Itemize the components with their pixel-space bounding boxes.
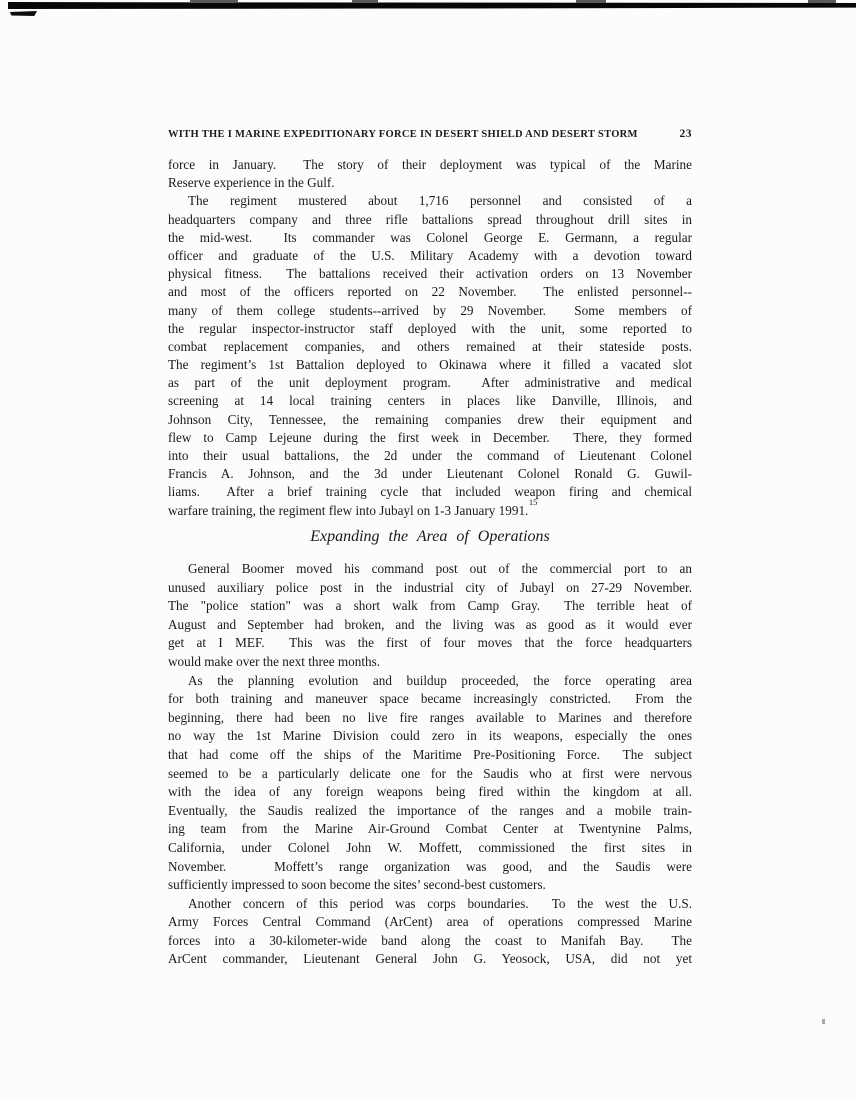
- running-head-title: WITH THE I MARINE EXPEDITIONARY FORCE IN DESERT SHIELD AND DESERT STORM: [168, 129, 638, 140]
- text-line: physical fitness. The battalions received their activation orders on 13 November: [168, 266, 692, 282]
- text-line: forces into a 30-kilometer-wide band along the coast to Manifah Bay. The: [168, 932, 692, 948]
- text-line: headquarters company and three rifle battalions spread throughout drill sites in: [168, 211, 692, 227]
- text-line: Army Forces Central Command (ArCent) area of operations compressed Marine: [168, 914, 692, 930]
- section-heading: Expanding the Area of Operations: [310, 528, 550, 545]
- text-line: the regular inspector-instructor staff deployed with the unit, some reported to: [168, 320, 692, 336]
- text-line: force in January. The story of their deployment was typical of the Marine: [168, 157, 692, 172]
- text-line: flew to Camp Lejeune during the first week in December. There, they formed: [168, 429, 692, 445]
- text-line: and most of the officers reported on 22 November. The enlisted personnel--: [168, 284, 692, 300]
- text-line: combat replacement companies, and others remained at their stateside posts.: [168, 338, 692, 354]
- scan-smudge: [576, 0, 606, 3]
- text-line: with the idea of any foreign weapons being fired within the kingdom at all.: [168, 784, 692, 800]
- text-line: Reserve experience in the Gulf.: [168, 175, 335, 191]
- scan-speck: [822, 1019, 825, 1024]
- text-line: The regiment’s 1st Battalion deployed to Okinawa where it filled a vacated slot: [168, 357, 692, 373]
- text-line: many of them college students--arrived by 29 November. Some members of: [168, 302, 692, 318]
- text-line: that had come off the ships of the Maritime Pre-Positioning Force. The subject: [168, 746, 692, 762]
- text-line: seemed to be a particularly delicate one for the Saudis who at first were nervous: [168, 765, 692, 781]
- text-line: beginning, there had been no live fire ranges available to Marines and therefore: [168, 709, 692, 725]
- text-line: ing team from the Marine Air-Ground Combat Center at Twentynine Palms,: [168, 821, 692, 837]
- scan-smudge: [190, 0, 238, 3]
- running-head: [168, 128, 692, 140]
- text-line: The "police station" was a short walk from Camp Gray. The terrible heat of: [168, 598, 692, 614]
- text-line: officer and graduate of the U.S. Military Academy with a devotion toward: [168, 247, 692, 263]
- scan-smudge: [808, 0, 836, 3]
- text-line: Francis A. Johnson, and the 3d under Lieutenant Colonel Ronald G. Guwil-: [168, 466, 692, 482]
- text-line: As the planning evolution and buildup proceeded, the force operating area: [188, 672, 692, 688]
- scan-artifact-bar: [8, 2, 856, 9]
- text-line: unused auxiliary police post in the industrial city of Jubayl on 27-29 November.: [168, 579, 692, 595]
- text-line: no way the 1st Marine Division could zero in its weapons, especially the ones: [168, 728, 692, 744]
- text-line: General Boomer moved his command post out of the commercial port to an: [188, 561, 692, 576]
- text-line: November. Moffett’s range organization was good, and the Saudis were: [168, 858, 692, 874]
- text-line: Johnson City, Tennessee, the remaining companies drew their equipment and: [168, 411, 692, 427]
- text-line: screening at 14 local training centers in places like Danville, Illinois, and: [168, 393, 692, 409]
- body-text-section-1: [168, 156, 692, 520]
- text-line: Another concern of this period was corps boundaries. To the west the U.S.: [188, 895, 692, 911]
- scan-artifact-dash: [10, 11, 37, 16]
- footnote-marker: 15: [528, 496, 538, 507]
- text-line: Eventually, the Saudis realized the importance of the ranges and a mobile train-: [168, 802, 692, 818]
- text-line: sufficiently impressed to soon become the sites’ second-best customers.: [168, 877, 546, 893]
- text-line: into their usual battalions, the 2d under the command of Lieutenant Colonel: [168, 448, 692, 463]
- text-line: liams. After a brief training cycle that included weapon firing and chemical: [168, 484, 692, 500]
- text-line: ArCent commander, Lieutenant General John G. Yeosock, USA, did not yet: [168, 951, 692, 967]
- text-line: August and September had broken, and the living was as good as it would ever: [168, 616, 692, 632]
- text-line: as part of the unit deployment program. After administrative and medical: [168, 375, 692, 391]
- text-line: the mid-west. Its commander was Colonel George E. Germann, a regular: [168, 229, 692, 245]
- text-line: California, under Colonel John W. Moffett, commissioned the first sites in: [168, 839, 692, 855]
- text-line: get at I MEF. This was the first of four moves that the force headquarters: [168, 635, 692, 651]
- text-line: warfare training, the regiment flew into Jubayl on 1-3 January 1991.15: [168, 496, 538, 518]
- scan-smudge: [352, 0, 378, 3]
- page-number: 23: [679, 128, 692, 140]
- text-line: for both training and maneuver space became increasingly constricted. From the: [168, 691, 692, 707]
- text-line: would make over the next three months.: [168, 653, 381, 669]
- text-line: The regiment mustered about 1,716 personnel and consisted of a: [188, 193, 692, 209]
- body-text-section-2: [168, 560, 692, 969]
